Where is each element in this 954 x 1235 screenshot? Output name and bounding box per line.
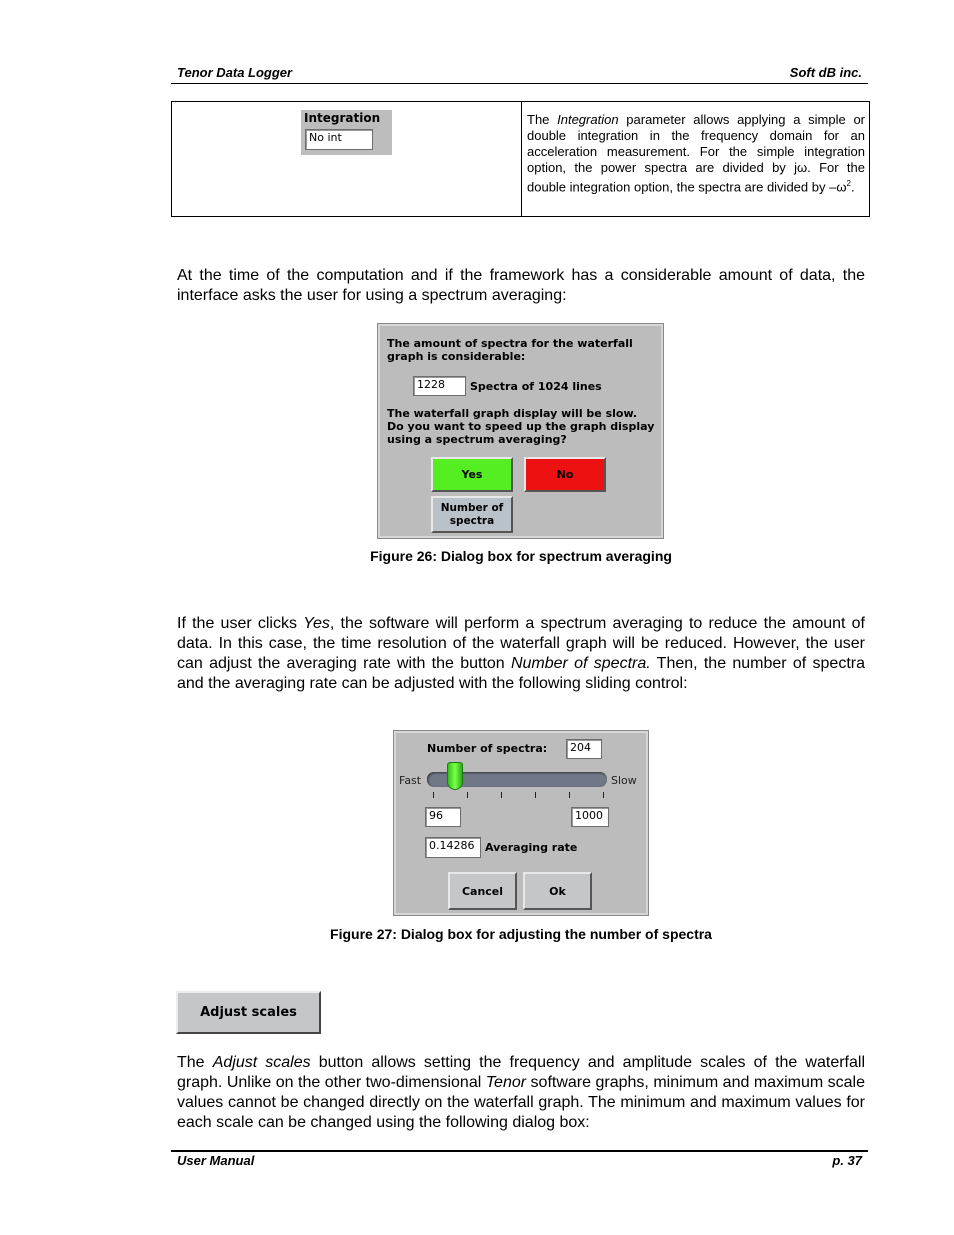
paragraph-averaging-intro: At the time of the computation and if the framework has a considerable amount of data, the interface asks the user for using a spectrum averaging: — [177, 267, 865, 304]
slider-tick — [433, 792, 434, 798]
slider-tick — [603, 792, 604, 798]
slow-label: Slow — [611, 774, 637, 787]
slider-tick — [467, 792, 468, 798]
footer-rule — [171, 1150, 868, 1152]
slider-tick — [535, 792, 536, 798]
dialog-panel — [380, 326, 661, 536]
dialog2-panel — [396, 733, 646, 913]
slider-tick — [569, 792, 570, 798]
averaging-rate-field: 0.14286 — [425, 837, 481, 858]
spectra-count-label: Spectra of 1024 lines — [470, 380, 602, 393]
no-button[interactable]: No — [524, 457, 606, 492]
dialog-message-1: The amount of spectra for the waterfall graph is considerable: — [387, 337, 633, 363]
number-of-spectra-label: Number of spectra: — [427, 742, 548, 755]
yes-button[interactable]: Yes — [431, 457, 513, 492]
integration-label: Integration — [304, 111, 381, 125]
slider-scale — [433, 792, 603, 798]
header-rule — [171, 83, 868, 84]
integration-select[interactable]: No int — [305, 129, 373, 150]
cancel-button[interactable]: Cancel — [448, 872, 517, 910]
table-divider — [521, 102, 522, 216]
ok-button[interactable]: Ok — [523, 872, 592, 910]
spectra-adjust-dialog — [393, 730, 649, 916]
spectra-count-field: 1228 — [413, 376, 466, 396]
figure-27-caption: Figure 27: Dialog box for adjusting the number of spectra — [330, 926, 712, 942]
paragraph-averaging-result: If the user clicks Yes, the software will perform a spectrum averaging to reduce the amount of data. In this case, the time resolution of the waterfall graph will be reduced. However, the user can adjust the averaging rate with the button Number of spectra. Then, the number of spectra and the averaging rate can be adjusted with the following sliding control: — [177, 615, 865, 692]
fast-label: Fast — [399, 774, 422, 787]
averaging-rate-label: Averaging rate — [485, 841, 578, 854]
parameter-table — [171, 101, 870, 217]
page-number: p. 37 — [832, 1153, 862, 1168]
spectra-slider-thumb[interactable] — [447, 762, 463, 790]
figure-26-caption: Figure 26: Dialog box for spectrum averaging — [370, 548, 672, 564]
dialog-message-2: The waterfall graph display will be slow. Do you want to speed up the graph display using a spectrum averaging? — [387, 407, 655, 446]
slider-min-field[interactable]: 96 — [425, 807, 461, 827]
number-of-spectra-field[interactable]: 204 — [566, 739, 602, 759]
footer-title: User Manual — [177, 1153, 255, 1168]
slider-tick — [501, 792, 502, 798]
paragraph-adjust-scales: The Adjust scales button allows setting the frequency and amplitude scales of the waterfall graph. Unlike on the other two-dimensional Tenor software graphs, minimum and maximum scale values cannot be changed directly on the waterfall graph. The minimum and maximum values for each scale can be changed using the following dialog box: — [177, 1054, 866, 1131]
slider-max-field[interactable]: 1000 — [571, 807, 609, 827]
integration-control[interactable] — [301, 110, 392, 155]
integration-description: The Integration parameter allows applying a simple or double integration in the frequency domain for an acceleration measurement. For the simple integration option, the power spectra are divided by jω. For the double integration option, the spectra are divided by $-\omega^2$. — [527, 112, 866, 195]
adjust-scales-button[interactable]: Adjust scales — [176, 991, 321, 1034]
averaging-dialog — [377, 323, 664, 539]
header-title: Tenor Data Logger — [177, 65, 293, 80]
header-company: Soft dB inc. — [789, 65, 862, 80]
number-of-spectra-button[interactable]: Number of spectra — [431, 496, 513, 533]
